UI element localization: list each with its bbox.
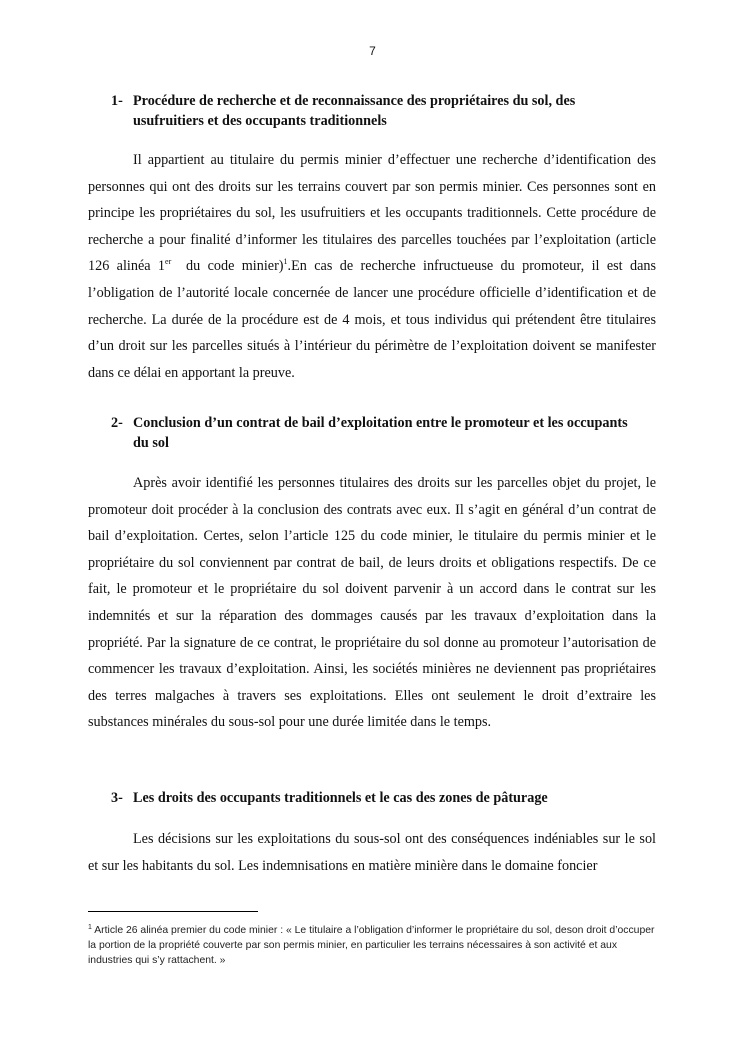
section-2-paragraph: Après avoir identifié les personnes titulaires des droits sur les parcelles objet du projet, le promoteur doit procéder à la conclusion des contrats avec eux. Il s’agit en général d’un contrat de bail d’exploitation. Certes, selon l’article 125 du code minier, le titulaire du permis minier et le propriétaire du sol conviennent par contrat de bail, de leurs droits et obligations respectifs. De ce fait, le promoteur et le propriétaire du sol doivent parvenir à un accord dans le contrat sur les indemnités et sur la réparation des dommages causés par les travaux d’exploitation dans la propriété. Par la signature de ce contrat, le propriétaire du sol donne au promoteur l’autorisation de commencer les travaux d’exploitation. Ainsi, les sociétés minières ne deviennent pas propriétaires des terres malgaches à travers ses exploitations. Elles ont seulement le droit d’extraire les substances minérales du sous-sol pour une durée limitée dans le temps.	[88, 475, 656, 731]
section-1-number: 1-	[111, 93, 123, 109]
section-1-text-c: .En cas de recherche infructueuse du promoteur, il est dans l’obligation de l’autorité locale concernée de lancer une procédure officielle d’identification et de recherche. La durée de la procédure est de 4 mois, et tous individus qui prétendent être titulaires d’un droit sur les parcelles situés à l’intérieur du périmètre de l’exploitation doivent se manifester dans ce délai en apportant la preuve.	[88, 258, 656, 381]
footnote	[88, 920, 656, 968]
section-2-heading	[111, 413, 631, 453]
section-1-paragraph	[88, 147, 656, 386]
section-3-paragraph: Les décisions sur les exploitations du sous-sol ont des conséquences indéniables sur le sol et sur les habitants du sol. Les indemnisations en matière minière dans le domaine foncier	[88, 831, 656, 874]
footnote-reference[interactable]: 1	[283, 257, 288, 267]
section-1-text-a: Il appartient au titulaire du permis minier d’effectuer une recherche d’identification des personnes qui ont des droits sur les terrains couvert par son permis minier. Ces personnes sont en principe les propriétaires du sol, les usufruitiers et les occupants traditionnels. Cette procédure de recherche a pour finalité d’informer les titulaires des parcelles touchées par l’exploitation (article 126 alinéa 1	[88, 152, 656, 275]
superscript-er: er	[165, 257, 172, 267]
footnote-lead: Article 26 alinéa premier du code minier :	[94, 925, 286, 936]
section-1-title: Procédure de recherche et de reconnaissance des propriétaires du sol, des usufruitiers et des occupants traditionnels	[133, 93, 576, 129]
section-1-text-b: du code minier)	[171, 258, 284, 275]
page-number: 7	[369, 44, 376, 58]
section-1-heading	[111, 91, 631, 131]
footnote-text: « Le titulaire a l’obligation d’informer le propriétaire du sol, deson droit d’occuper la portion de la propriété couverte par son permis minier, en particulier les terrains nécessaires à son activité et aux industries qui s’y rattachent. »	[88, 925, 655, 966]
footnote-separator	[88, 911, 258, 912]
section-2-title: Conclusion d’un contrat de bail d’exploitation entre le promoteur et les occupants du sol	[133, 415, 628, 451]
section-3-title: Les droits des occupants traditionnels et le cas des zones de pâturage	[133, 790, 548, 806]
section-3-number: 3-	[111, 790, 123, 806]
section-3-heading	[111, 788, 631, 808]
footnote-marker: 1	[88, 924, 92, 931]
section-2-number: 2-	[111, 415, 123, 431]
